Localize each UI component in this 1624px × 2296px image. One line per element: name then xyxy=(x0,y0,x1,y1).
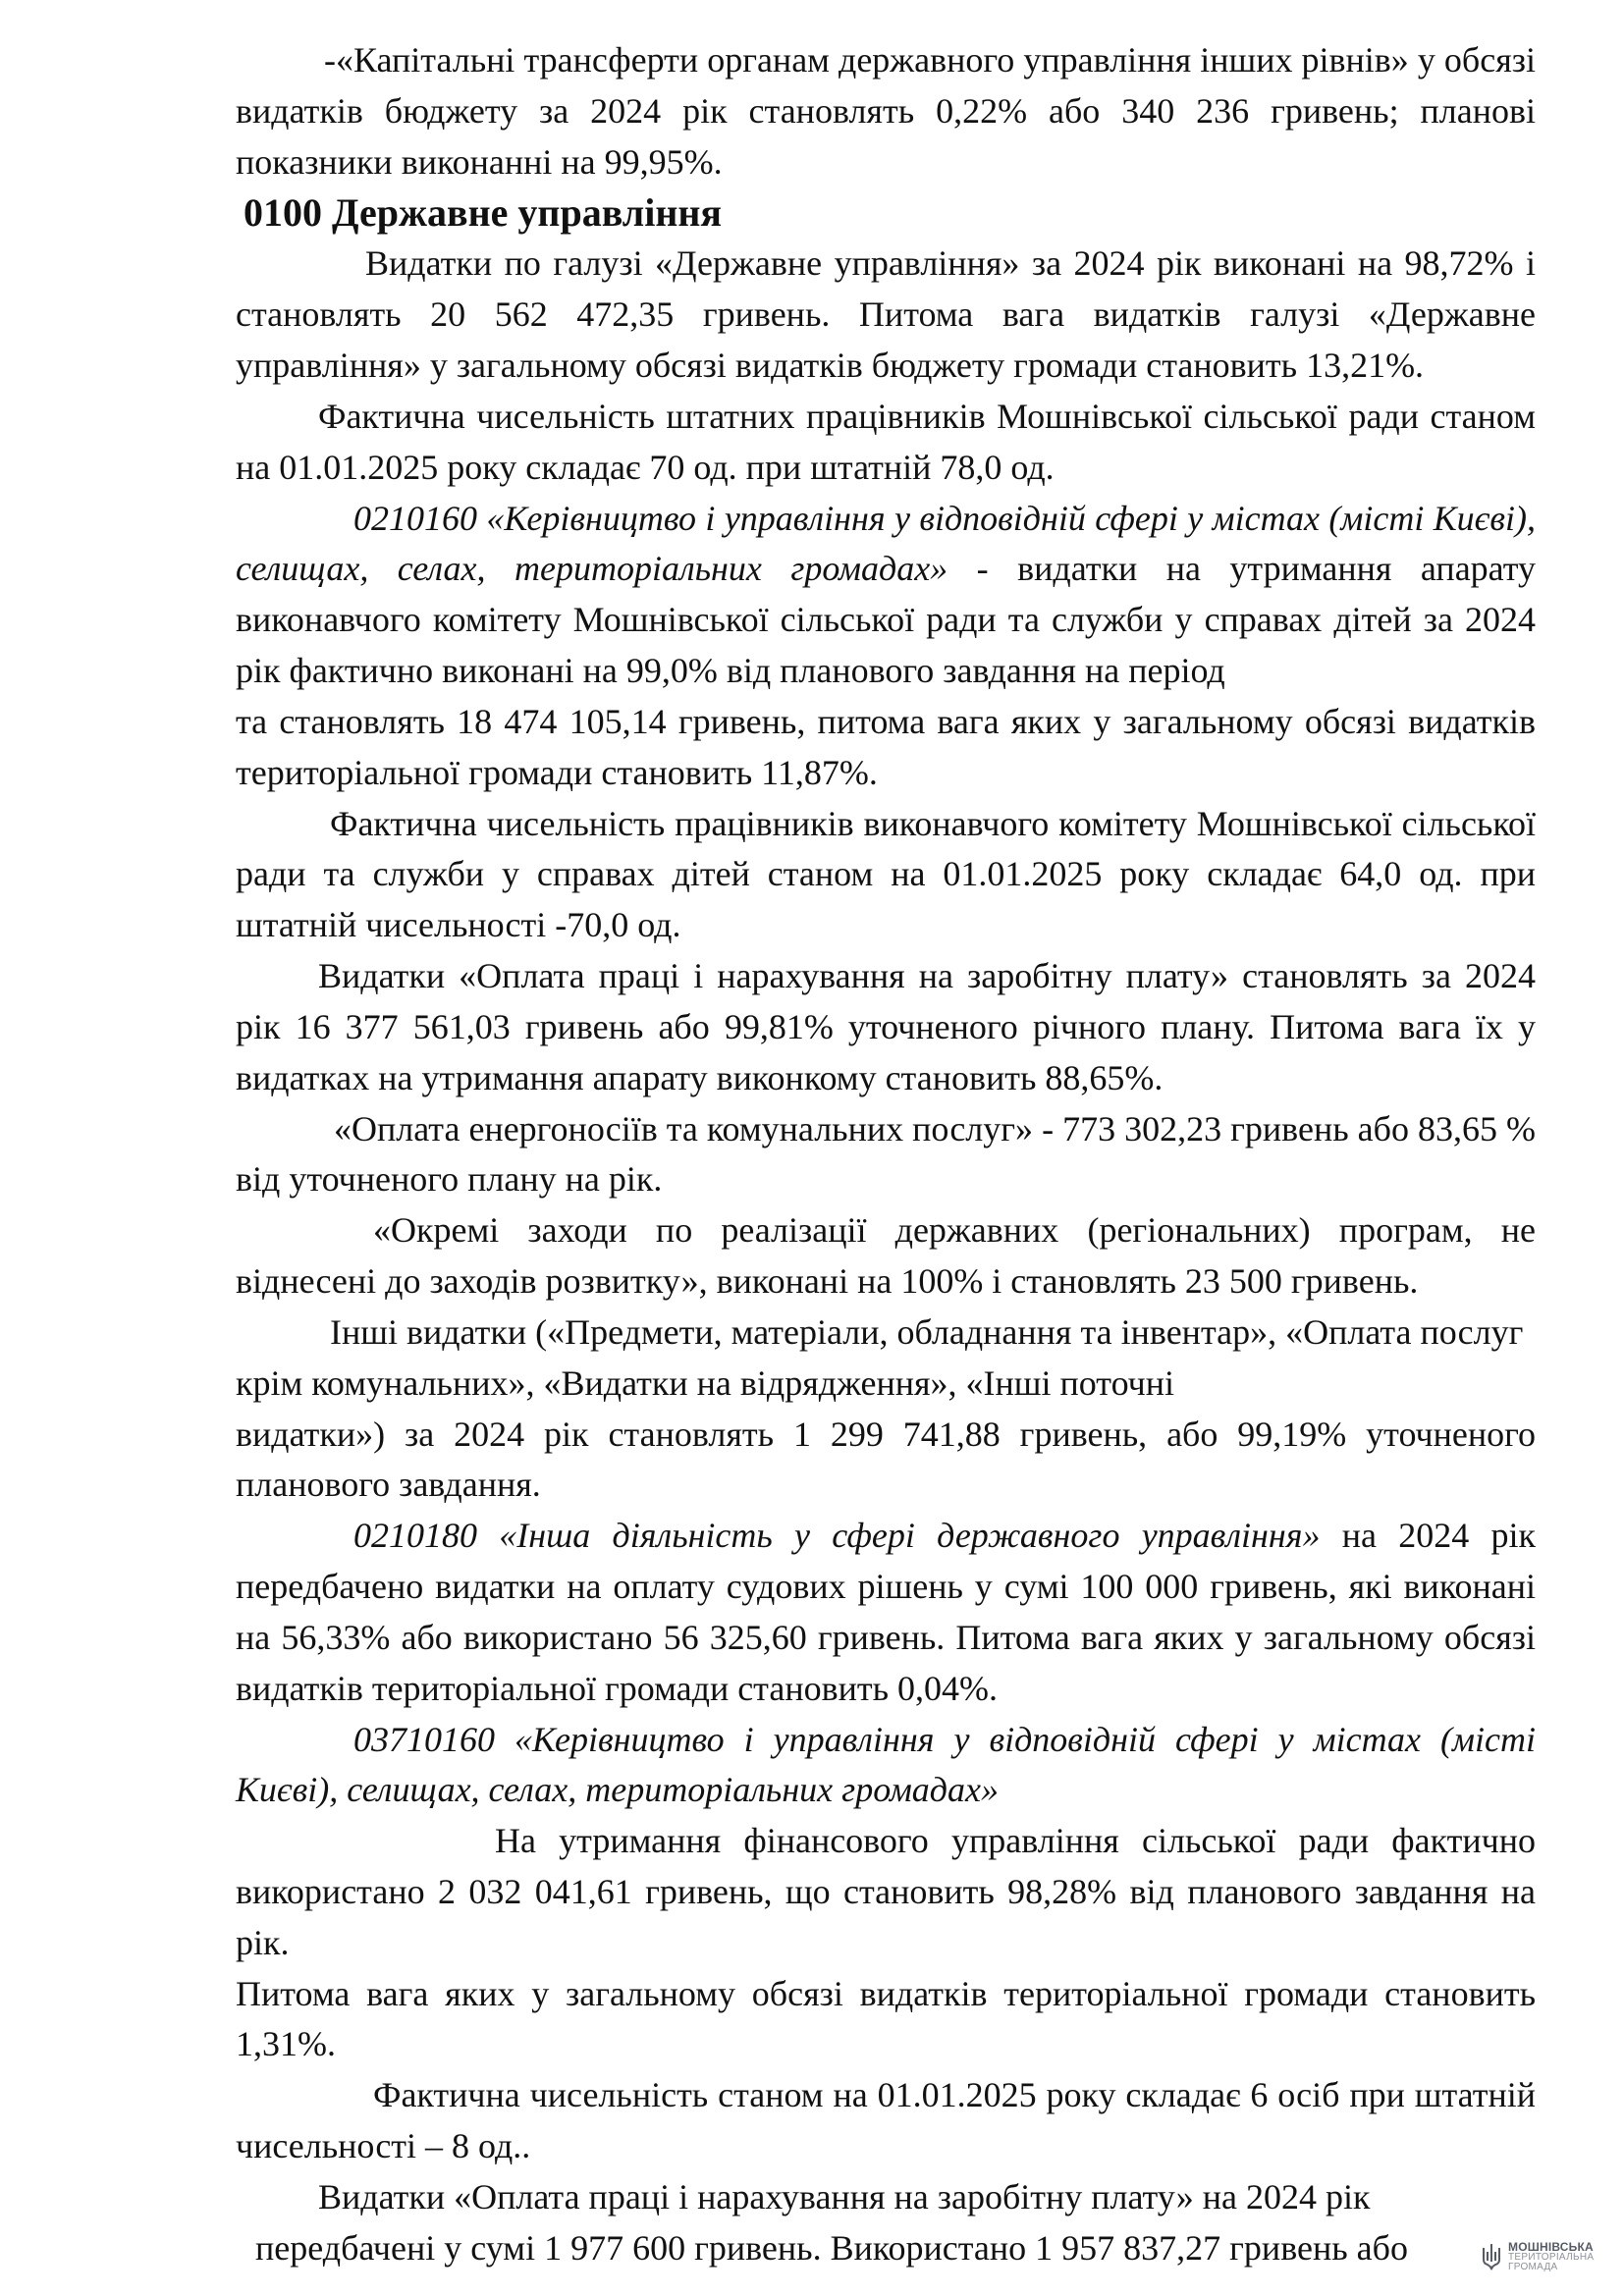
paragraph-capital-transfers: -«Капітальні трансферти органам державного управління інших рівнів» у обсязі видатків бюджету за 2024 рік становлять 0,22% або 340 236 гривень; планові показники виконанні на 99,95%. xyxy=(236,40,1536,182)
program-code-03710160: 03710160 «Керівництво і управління у відповідній сфері у містах (місті Києві), селищах, селах, територіальних громадах» xyxy=(236,1719,1536,1810)
paragraph-0210160-amount: та становлять 18 474 105,14 гривень, питома вага яких у загальному обсязі видатків територіальної громади становить 11,87%. xyxy=(236,701,1536,792)
paragraph-other-expenses-b: видатки») за 2024 рік становлять 1 299 741,88 гривень, або 99,19% уточненого планового завдання. xyxy=(236,1414,1536,1505)
paragraph-executive-staff: Фактична чисельність працівників виконавчого комітету Мошнівської сільської ради та служби у справах дітей станом на 01.01.2025 року складає 64,0 од. при штатній чисельності -70,0 од. xyxy=(236,803,1536,945)
program-0210160-text: - видатки на утримання апарату виконавчого комітету Мошнівської сільської ради та служби у справах дітей за 2024 рік фактично виконані на 99,0% від планового завдання на період xyxy=(236,549,1536,691)
paragraph-energy-expenses: «Оплата енергоносіїв та комунальних послуг» - 773 302,23 гривень або 83,65 % від уточненого плану на рік. xyxy=(236,1108,1536,1200)
paragraph-other-expenses-a: Інші видатки («Предмети, матеріали, обладнання та інвентар», «Оплата послуг крім комунальних», «Видатки на відрядження», «Інші поточні xyxy=(236,1311,1524,1403)
document-page xyxy=(236,35,1536,2274)
logo-line-2: ТЕРИТОРІАЛЬНА xyxy=(1508,2252,1595,2263)
paragraph-finance-staff: Фактична чисельність станом на 01.01.2025 року складає 6 осіб при штатній чисельності – 8 од.. xyxy=(236,2075,1536,2166)
paragraph-finance-salary: Видатки «Оплата праці і нарахування на заробітну плату» на 2024 рік xyxy=(318,2176,1371,2216)
logo-line-3: ГРОМАДА xyxy=(1508,2262,1558,2272)
paragraph-program-03710160 xyxy=(236,1715,1536,1817)
program-code-0210160: 0210160 «Керівництво і управління у відповідній сфері у містах (місті Києві), селищах, селах, територіальних громадах» xyxy=(236,498,1536,589)
section-heading: 0100 Державне управління xyxy=(244,190,723,236)
paragraph-program-0210180 xyxy=(236,1511,1536,1714)
community-logo xyxy=(1481,2241,1594,2272)
paragraph-program-0210160 xyxy=(236,494,1536,697)
paragraph-staff-count: Фактична чисельність штатних працівників Мошнівської сільської ради станом на 01.01.2025 року складає 70 од. при штатній 78,0 од. xyxy=(236,396,1536,487)
program-code-0210180: 0210180 «Інша діяльність у сфері державного управління» xyxy=(353,1516,1321,1556)
trident-icon xyxy=(1481,2242,1502,2271)
paragraph-finance-department: На утримання фінансового управління сільської ради фактично використано 2 032 041,61 гривень, що становить 98,28% від планового завдання на рік. xyxy=(236,1821,1536,1962)
paragraph-finance-share: Питома вага яких у загальному обсязі видатків територіальної громади становить 1,31%. xyxy=(236,1973,1536,2064)
program-0210180-text: на 2024 рік передбачено видатки на оплату судових рішень у сумі 100 000 гривень, які виконані на 56,33% або використано 56 325,60 гривень. Питома вага яких у загальному обсязі видатків територіальної громади становить 0,04%. xyxy=(236,1516,1536,1708)
paragraph-state-admin-expenses: Видатки по галузі «Державне управління» за 2024 рік виконані на 98,72% і становлять 20 562 472,35 гривень. Питома вага видатків галузі «Державне управління» у загальному обсязі видатків бюджету громади становить 13,21%. xyxy=(236,243,1536,386)
paragraph-finance-salary-cont: передбачені у сумі 1 977 600 гривень. Використано 1 957 837,27 гривень або xyxy=(255,2227,1408,2268)
paragraph-salary-expenses: Видатки «Оплата праці і нарахування на заробітну плату» становлять за 2024 рік 16 377 561,03 гривень або 99,81% уточненого річного плану. Питома вага їх у видатках на утримання апарату виконкому становить 88,65%. xyxy=(236,956,1536,1097)
logo-line-1: МОШНІВСЬКА xyxy=(1508,2240,1594,2254)
paragraph-regional-programs: «Окремі заходи по реалізації державних (регіональних) програм, не віднесені до заходів розвитку», виконані на 100% і становлять 23 500 гривень. xyxy=(236,1210,1536,1302)
